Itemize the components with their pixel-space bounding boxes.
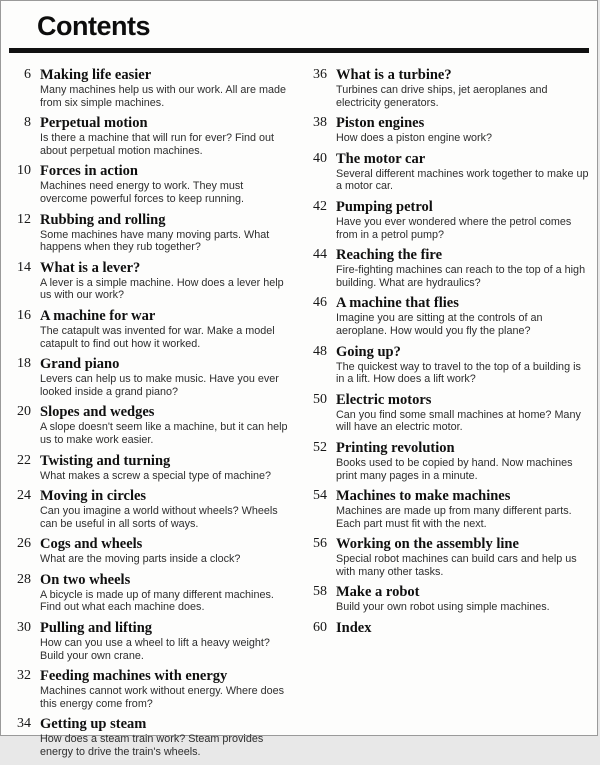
entry-title: Getting up steam [40, 716, 147, 733]
entry-page-number: 18 [17, 356, 31, 372]
entry-body [40, 163, 293, 205]
entry-title: Pulling and lifting [40, 620, 153, 637]
toc-entry [7, 536, 293, 566]
entry-title: Cogs and wheels [40, 536, 143, 553]
entry-description: Several different machines work together to make up a motor car. [336, 167, 589, 193]
entry-body [40, 115, 293, 157]
entry-page-number: 42 [313, 198, 327, 214]
entry-description: A lever is a simple machine. How does a lever help us with our work? [40, 276, 284, 302]
entry-body [336, 344, 589, 386]
entry-body [40, 716, 293, 758]
toc-entry [7, 260, 293, 302]
entry-title: Machines to make machines [336, 488, 511, 505]
entry-page-number: 44 [313, 247, 327, 263]
entry-body [336, 247, 589, 289]
toc-entry [303, 620, 589, 636]
toc-entry [303, 67, 589, 109]
toc-entry [7, 404, 293, 446]
entry-page-number: 34 [17, 716, 31, 732]
entry-body [40, 308, 293, 350]
entry-page-number: 56 [313, 536, 327, 552]
entry-description: Many machines help us with our work. All are made from six simple machines. [40, 84, 287, 109]
entry-page-number: 40 [313, 150, 327, 166]
toc-entry [303, 115, 589, 145]
entry-title: Going up? [336, 343, 401, 360]
entry-page-number: 16 [17, 307, 31, 323]
entry-body [40, 488, 293, 530]
entry-page-number: 48 [313, 343, 327, 359]
entry-title: Make a robot [336, 584, 420, 601]
entry-title: The motor car [336, 150, 426, 167]
entry-description: A slope doesn't seem like a machine, but it can help us to make work easier. [40, 421, 288, 446]
entry-page-number: 22 [17, 452, 31, 468]
entry-page-number: 30 [17, 620, 31, 636]
entry-title: Electric motors [336, 391, 432, 408]
toc-entry [7, 212, 293, 254]
page-header [1, 1, 597, 53]
toc-entry [7, 115, 293, 157]
entry-description: Levers can help us to make music. Have you ever looked inside a grand piano? [40, 373, 279, 398]
toc-entry [7, 488, 293, 530]
entry-title: Feeding machines with energy [40, 668, 228, 685]
entry-page-number: 60 [313, 620, 327, 636]
entry-title: Perpetual motion [40, 115, 148, 132]
toc-entry [7, 453, 293, 483]
entry-page-number: 12 [17, 211, 31, 227]
entry-page-number: 36 [313, 67, 327, 82]
entry-description: How can you use a wheel to lift a heavy weight? Build your own crane. [40, 637, 270, 662]
entry-page-number: 54 [313, 488, 327, 504]
entry-title: Printing revolution [336, 439, 455, 456]
toc-entry [303, 344, 589, 386]
entry-title: A machine that flies [336, 295, 459, 312]
toc-entry [7, 716, 293, 758]
toc-entry [303, 295, 589, 337]
entry-description: Have you ever wondered where the petrol comes from in a petrol pump? [336, 215, 572, 241]
toc-entry [303, 392, 589, 434]
entry-page-number: 6 [24, 67, 31, 82]
entry-title: Making life easier [40, 67, 152, 83]
entry-body [336, 67, 589, 109]
entry-body [336, 440, 589, 482]
toc-column-right [303, 67, 589, 765]
entry-title: Working on the assembly line [336, 536, 519, 553]
entry-body [40, 212, 293, 254]
entry-body [336, 151, 589, 193]
entry-description: Fire-fighting machines can reach to the top of a high building. What are hydraulics? [336, 264, 586, 289]
entry-description: Build your own robot using simple machines. [336, 601, 550, 614]
entry-title: What is a lever? [40, 259, 141, 276]
entry-title: Twisting and turning [40, 452, 171, 469]
entry-page-number: 58 [313, 584, 327, 600]
entry-page-number: 20 [17, 404, 31, 420]
entry-body [336, 199, 589, 241]
entry-description: Some machines have many moving parts. What happens when they rub together? [40, 228, 270, 254]
entry-body [40, 572, 293, 614]
entry-title: Rubbing and rolling [40, 211, 166, 228]
entry-title: What is a turbine? [336, 67, 452, 83]
entry-body [40, 356, 293, 398]
entry-page-number: 14 [17, 259, 31, 275]
entry-page-number: 38 [313, 115, 327, 131]
entry-title: Pumping petrol [336, 198, 433, 215]
entry-description: Turbines can drive ships, jet aeroplanes and electricity generators. [336, 84, 548, 109]
entry-title: Forces in action [40, 163, 138, 180]
entry-page-number: 24 [17, 488, 31, 504]
entry-title: Moving in circles [40, 488, 147, 505]
entry-page-number: 26 [17, 536, 31, 552]
entry-page-number: 46 [313, 295, 327, 311]
entry-description: How does a steam train work? Steam provides energy to drive the train's wheels. [40, 733, 264, 759]
toc-entry [7, 67, 293, 109]
entry-body [336, 620, 589, 636]
entry-body [40, 260, 293, 302]
entry-description: The quickest way to travel to the top of a building is in a lift. How does a lift work? [336, 360, 581, 386]
entry-page-number: 52 [313, 439, 327, 455]
toc-column-left [7, 67, 293, 765]
entry-description: Special robot machines can build cars and help us with many other tasks. [336, 553, 577, 578]
entry-description: Can you imagine a world without wheels? Wheels can be useful in all sorts of ways. [40, 505, 278, 530]
entry-description: Is there a machine that will run for ever? Find out about perpetual motion machines. [40, 132, 275, 157]
toc-columns [1, 53, 597, 765]
entry-description: Machines are made up from many different parts. Each part must fit with the next. [336, 505, 572, 530]
entry-title: Slopes and wedges [40, 404, 155, 421]
entry-body [40, 453, 293, 483]
toc-entry [7, 572, 293, 614]
entry-page-number: 32 [17, 668, 31, 684]
entry-body [40, 536, 293, 566]
entry-page-number: 8 [24, 115, 31, 131]
entry-title: Reaching the fire [336, 247, 443, 264]
entry-page-number: 28 [17, 571, 31, 587]
entry-body [336, 392, 589, 434]
entry-description: What makes a screw a special type of machine? [40, 469, 272, 482]
entry-description: Imagine you are sitting at the controls of an aeroplane. How would you fly the plane? [336, 312, 543, 337]
entry-description: What are the moving parts inside a clock? [40, 553, 241, 566]
entry-title: Piston engines [336, 115, 425, 132]
toc-entry [303, 584, 589, 614]
toc-entry [7, 308, 293, 350]
entry-description: Machines cannot work without energy. Where does this energy come from? [40, 685, 285, 710]
toc-entry [7, 163, 293, 205]
entry-page-number: 10 [17, 163, 31, 179]
entry-description: The catapult was invented for war. Make a model catapult to find out how it worked. [40, 324, 275, 350]
entry-title: Index [336, 620, 372, 637]
entry-body [40, 620, 293, 662]
toc-entry [303, 488, 589, 530]
entry-description: Books used to be copied by hand. Now machines print many pages in a minute. [336, 456, 573, 482]
toc-entry [303, 151, 589, 193]
entry-body [336, 536, 589, 578]
entry-body [40, 404, 293, 446]
entry-body [336, 295, 589, 337]
entry-title: A machine for war [40, 307, 156, 324]
entry-body [40, 668, 293, 710]
toc-entry [303, 247, 589, 289]
entry-description: Can you find some small machines at home? Many will have an electric motor. [336, 408, 581, 434]
entry-description: How does a piston engine work? [336, 132, 493, 145]
entry-body [40, 67, 293, 109]
entry-title: Grand piano [40, 356, 120, 373]
entry-page-number: 50 [313, 391, 327, 407]
entry-description: A bicycle is made up of many different machines. Find out what each machine does. [40, 588, 274, 614]
toc-entry [303, 440, 589, 482]
entry-body [336, 115, 589, 145]
page-title: Contents [37, 11, 150, 41]
entry-description: Machines need energy to work. They must overcome powerful forces to keep running. [40, 180, 245, 205]
toc-entry [303, 536, 589, 578]
entry-title: On two wheels [40, 571, 131, 588]
toc-entry [7, 668, 293, 710]
toc-entry [7, 620, 293, 662]
toc-entry [303, 199, 589, 241]
entry-body [336, 488, 589, 530]
toc-entry [7, 356, 293, 398]
entry-body [336, 584, 589, 614]
